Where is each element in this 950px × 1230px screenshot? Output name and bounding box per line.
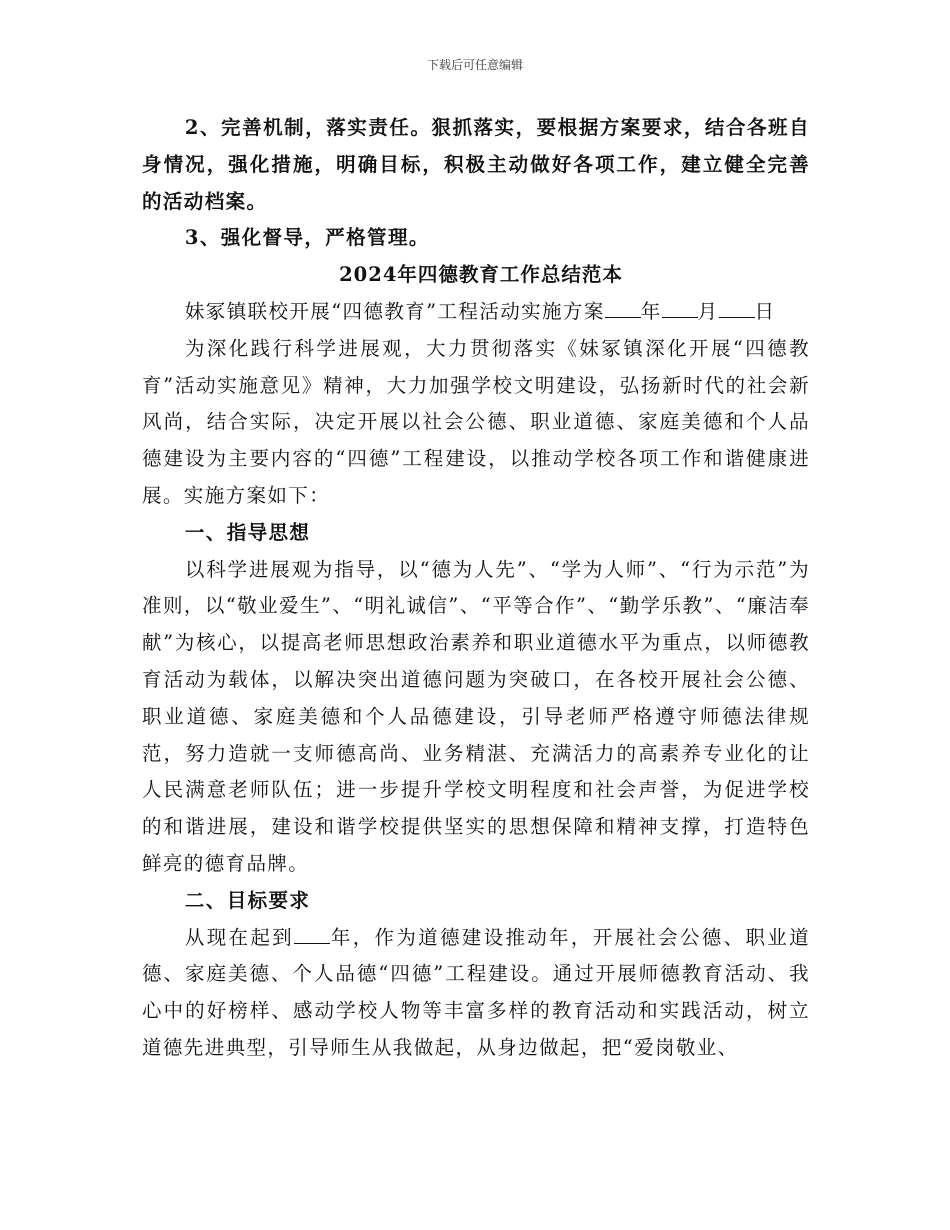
plan-year-label: 年 [640, 299, 662, 323]
paragraph-intro: 为深化践行科学进展观，大力贯彻落实《妹冢镇深化开展“四德教育”活动实施意见》精神，大力加强学校文明建设，弘扬新时代的社会新风尚，结合实际，决定开展以社会公德、职业道德、家庭美德和个人品德建设为主要内容的“四德”工程建设，以推动学校各项工作和谐健康进展。实施方案如下： [142, 336, 810, 507]
goal-start-text: 从现在起到 [184, 925, 294, 949]
blank-underline [294, 925, 330, 944]
plan-title-line [142, 294, 810, 331]
heading-goals: 二、目标要求 [184, 888, 311, 912]
heading-guiding-thought: 一、指导思想 [184, 520, 311, 544]
paragraph-mechanism: 2、完善机制，落实责任。狠抓落实，要根据方案要求，结合各班自身情况，强化措施，明确目标，积极主动做好各项工作，建立健全完善的活动档案。 [142, 116, 810, 213]
paragraph-goals [142, 920, 810, 1067]
blank-underline [662, 299, 698, 318]
paragraph-supervision: 3、强化督导，严格管理。 [184, 226, 430, 250]
goal-rest-text: 年，作为道德建设推动年，开展社会公德、职业道德、家庭美德、个人品德“四德”工程建设。通过开展师德教育活动、我心中的好榜样、感动学校人物等丰富多样的教育活动和实践活动，树立道德先进典型，引导师生从我做起，从身边做起，把“爱岗敬业、 [142, 925, 810, 1059]
page-header: 下载后可任意编辑 [426, 58, 523, 72]
plan-title-text: 妹冢镇联校开展“四德教育”工程活动实施方案 [184, 299, 605, 323]
document-body [142, 110, 810, 1067]
plan-month-label: 月 [697, 299, 719, 323]
plan-day-label: 日 [754, 299, 776, 323]
paragraph-guiding-thought: 以科学进展观为指导，以“德为人先”、“学为人师”、“行为示范”为准则，以“敬业爱生”、“明礼诚信”、“平等合作”、“勤学乐教”、“廉洁奉献”为核心，以提高老师思想政治素养和职业道德水平为重点，以师德教育活动为载体，以解决突出道德问题为突破口，在各校开展社会公德、职业道德、家庭美德和个人品德建设，引导老师严格遵守师德法律规范，努力造就一支师德高尚、业务精湛、充满活力的高素养专业化的让人民满意老师队伍；进一步提升学校文明程度和社会声誉，为促进学校的和谐进展，建设和谐学校提供坚实的思想保障和精神支撑，打造特色鲜亮的德育品牌。 [142, 557, 810, 875]
document-title: 2024年四德教育工作总结范本 [339, 263, 623, 287]
blank-underline [605, 299, 641, 318]
blank-underline [719, 299, 755, 318]
